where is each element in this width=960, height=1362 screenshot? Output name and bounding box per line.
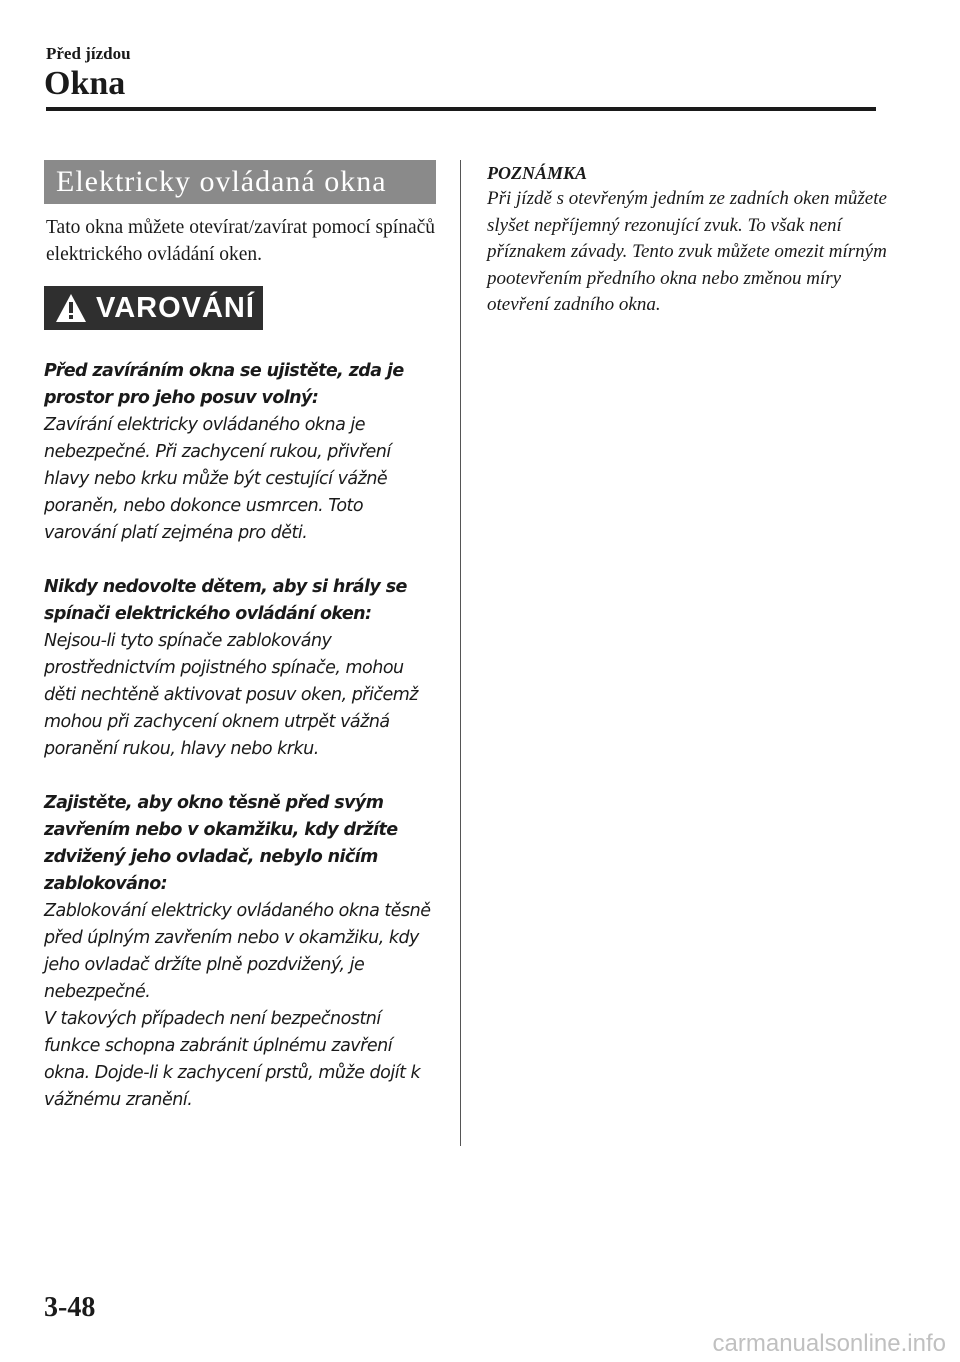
warning-banner: [44, 286, 263, 330]
warning-item: [44, 790, 436, 1114]
warning-body: Zavírání elektricky ovládaného okna je nebezpečné. Při zachycení rukou, přivření hlavy nebo krku může být cestující vážně poraněn, nebo dokonce usmrcen. Toto varování platí zejména pro děti.: [44, 415, 391, 543]
note-body: Při jízdě s otevřeným jedním ze zadních oken můžete slyšet nepříjemný rezonující zvuk. To však není příznakem závady. Tento zvuk můžete omezit mírným pootevřením předního okna nebo změnou míry otevření zadního okna.: [487, 188, 887, 315]
warning-heading: Před zavíráním okna se ujistěte, zda je prostor pro jeho posuv volný:: [44, 361, 404, 408]
warning-list: [44, 358, 436, 1114]
warning-heading: Zajistěte, aby okno těsně před svým zavřením nebo v okamžiku, kdy držíte zdvižený jeho ovladač, nebylo ničím zablokováno:: [44, 793, 398, 894]
chapter-label: Před jízdou: [46, 44, 131, 63]
warning-body: Nejsou-li tyto spínače zablokovány prostřednictvím pojistného spínače, mohou děti nechtěně aktivovat posuv oken, přičemž mohou při zachycení oknem utrpět vážná poranění rukou, hlavy nebo krku.: [44, 631, 418, 759]
right-column: [487, 160, 887, 319]
left-column: [44, 160, 436, 1141]
warning-triangle-icon: [54, 292, 88, 324]
warning-label: VAROVÁNÍ: [96, 291, 255, 324]
header-rule: [46, 107, 876, 111]
watermark: carmanualsonline.info: [712, 1330, 946, 1357]
warning-body: Zablokování elektricky ovládaného okna těsně před úplným zavřením nebo v okamžiku, kdy jeho ovladač držíte plně pozdvižený, je nebezpečné. V takových případech není bezpečnostní funkce schopna zabránit úplnému zavření okna. Dojde-li k zachycení prstů, může dojít k vážnému zranění.: [44, 901, 431, 1110]
column-divider: [460, 160, 461, 1146]
page-number: 3-48: [44, 1292, 96, 1323]
intro-paragraph: Tato okna můžete otevírat/zavírat pomocí spínačů elektrického ovládání oken.: [46, 217, 436, 265]
note-heading: POZNÁMKA: [487, 163, 588, 183]
warning-item: [44, 574, 436, 763]
section-heading: Elektricky ovládaná okna: [44, 160, 436, 204]
warning-heading: Nikdy nedovolte dětem, aby si hrály se spínači elektrického ovládání oken:: [44, 577, 407, 624]
warning-item: [44, 358, 436, 547]
section-title: Okna: [44, 65, 126, 102]
